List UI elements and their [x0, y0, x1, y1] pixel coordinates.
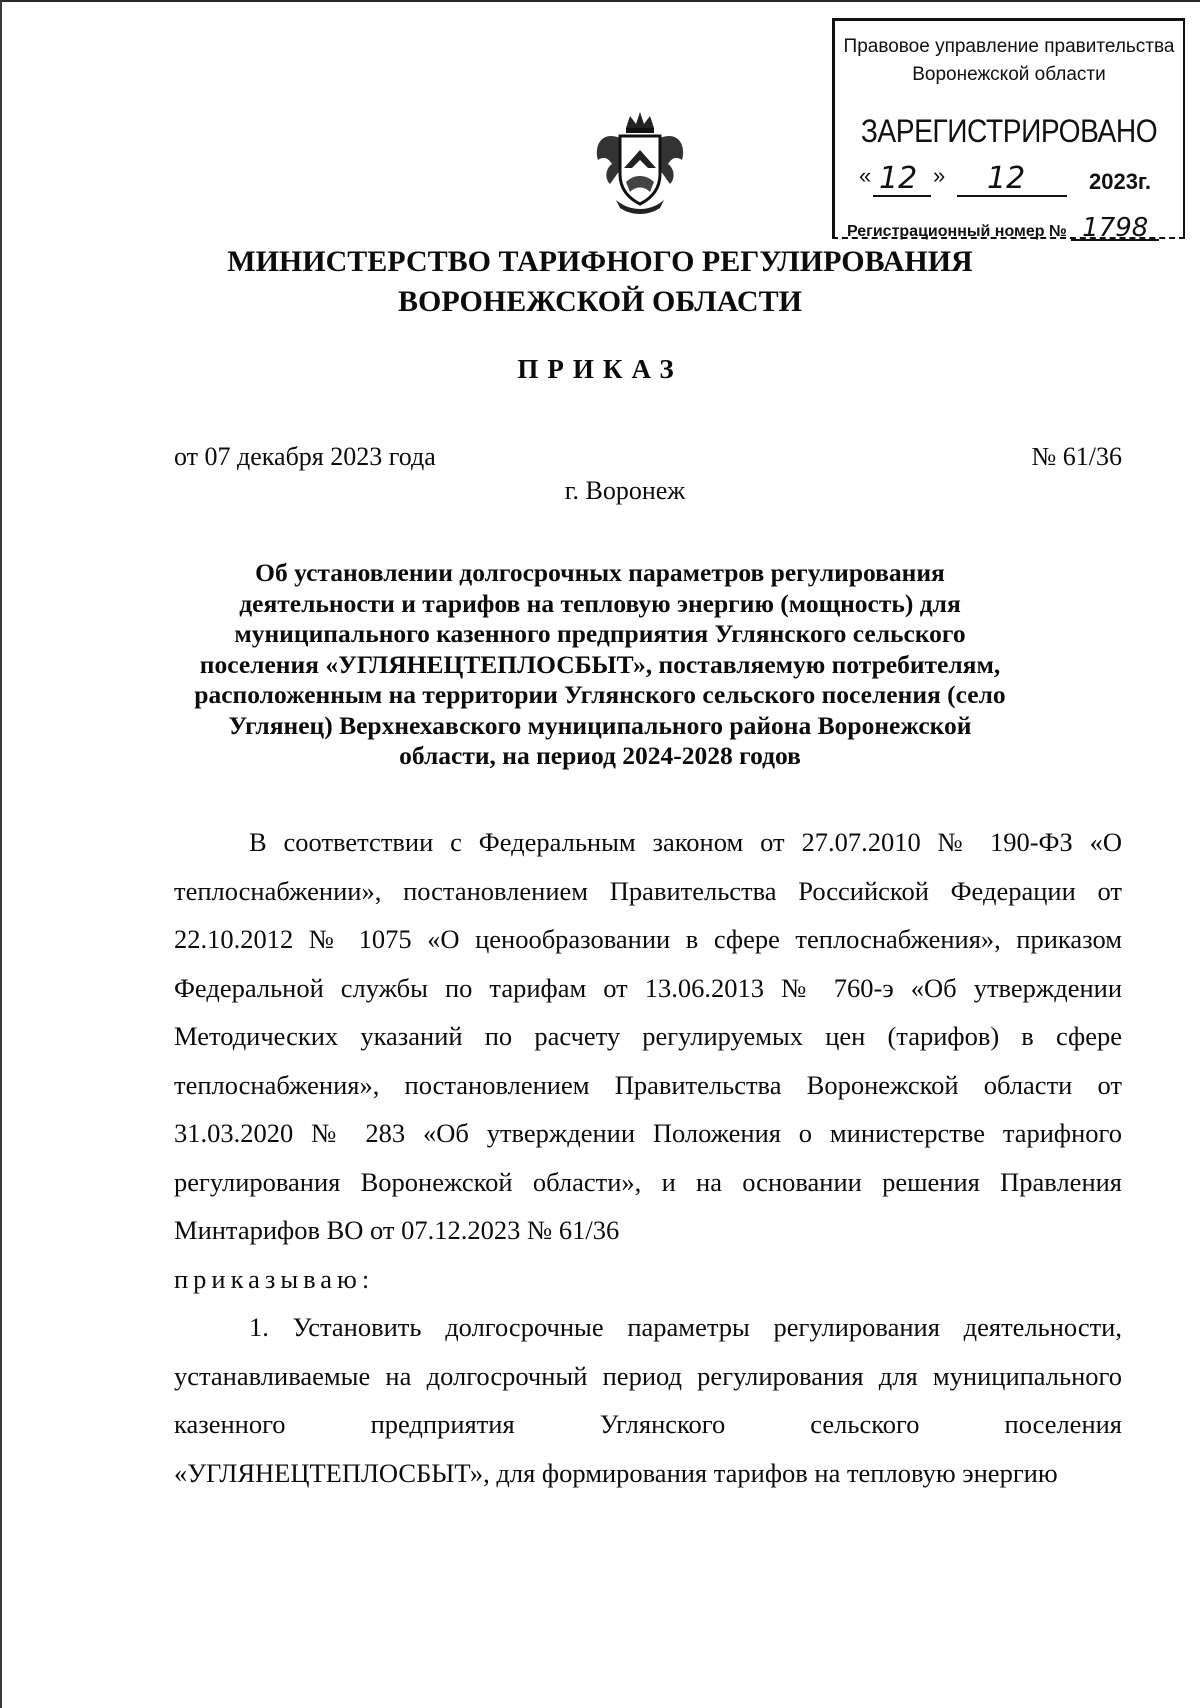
page-edge-top — [0, 0, 1200, 2]
document-body — [174, 818, 1122, 1497]
document-type: ПРИКАЗ — [517, 354, 683, 384]
subject-line: расположенным на территории Углянского сельского поселения (село — [194, 680, 1006, 709]
document-date: от 07 декабря 2023 года — [174, 442, 436, 471]
coat-of-arms-icon — [590, 108, 690, 218]
ministry-name — [0, 242, 1200, 322]
order-word: приказываю: — [174, 1263, 375, 1294]
ministry-line1: МИНИСТЕРСТВО ТАРИФНОГО РЕГУЛИРОВАНИЯ — [227, 245, 973, 278]
item-1-paragraph: 1. Установить долгосрочные параметры регулирования деятельности, устанавливаемые на долгосрочный период регулирования для муниципального казенного предприятия Углянского сельского поселения «УГЛЯНЕЦТЕПЛОСБЫТ», для формирования тарифов на тепловую энергию — [174, 1312, 1122, 1488]
stamp-org-line1: Правовое управление правительства — [843, 36, 1175, 57]
stamp-year: 2023г. — [1088, 169, 1151, 194]
subject-line: Об установлении долгосрочных параметров регулирования — [255, 558, 945, 587]
stamp-reg-label: Регистрационный номер № — [847, 223, 1067, 240]
document-subject — [160, 558, 1040, 772]
document-city: г. Воронеж — [564, 476, 686, 505]
stamp-organization — [835, 33, 1183, 89]
stamp-org-line2: Воронежской области — [912, 64, 1106, 85]
subject-line: области, на период 2024-2028 годов — [399, 741, 801, 770]
registration-stamp — [832, 18, 1185, 243]
ministry-line2: ВОРОНЕЖСКОЙ ОБЛАСТИ — [398, 285, 802, 318]
subject-line: деятельности и тарифов на тепловую энергию (мощность) для — [239, 588, 961, 618]
stamp-day: 12 — [879, 161, 918, 196]
stamp-date: « 12 » 12 2023г. — [859, 161, 1151, 196]
document-number: № 61/36 — [1031, 442, 1122, 471]
subject-line: Углянец) Верхнехавского муниципального района Воронежской — [228, 710, 972, 740]
subject-line: поселения «УГЛЯНЕЦТЕПЛОСБЫТ», поставляемую потребителям, — [199, 649, 1001, 679]
stamp-month: 12 — [987, 161, 1026, 196]
subject-line: муниципального казенного предприятия Углянского сельского — [234, 619, 966, 648]
stamp-status: ЗАРЕГИСТРИРОВАНО — [860, 113, 1158, 149]
stamp-reg-number: 1798 — [1071, 217, 1159, 241]
preamble-paragraph: В соответствии с Федеральным законом от 27.07.2010 № 190-ФЗ «О теплоснабжении», постановлением Правительства Российской Федерации от 22.10.2012 № 1075 «О ценообразовании в сфере теплоснабжения», приказом Федеральной службы по тарифам от 13.06.2013 № 760-э «Об утверждении Методических указаний по расчету регулируемых цен (тарифов) в сфере теплоснабжения», постановлением Правительства Воронежской области от 31.03.2020 № 283 «Об утверждении Положения о министерстве тарифного регулирования Воронежской области», и на основании решения Правления Минтарифов ВО от 07.12.2023 № 61/36 — [174, 827, 1122, 1245]
